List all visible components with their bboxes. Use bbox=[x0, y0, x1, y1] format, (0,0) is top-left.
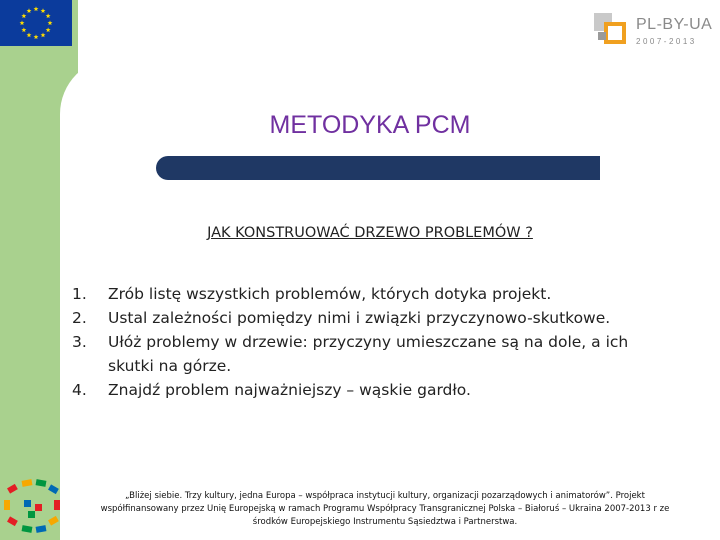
eu-star-icon bbox=[41, 8, 46, 13]
logo-years: 2007-2013 bbox=[636, 37, 697, 46]
step-number: 1. bbox=[72, 285, 87, 303]
step-text: Ustal zależności pomiędzy nimi i związki przyczynowo-skutkowe. bbox=[108, 309, 611, 327]
program-logo-icon bbox=[592, 10, 634, 50]
ring-logo-icon bbox=[2, 478, 66, 538]
logo-text: PL-BY-UA bbox=[636, 16, 713, 33]
step-number: 2. bbox=[72, 309, 87, 327]
steps-list bbox=[72, 282, 672, 402]
step-text: Ułóż problemy w drzewie: przyczyny umieszczane są na dole, a ich skutki na górze. bbox=[108, 333, 629, 375]
eu-star-icon bbox=[41, 33, 46, 38]
eu-star-icon bbox=[46, 27, 51, 32]
list-item bbox=[72, 306, 672, 330]
slide-title: METODYKA PCM bbox=[269, 111, 471, 139]
step-number: 3. bbox=[72, 333, 87, 351]
program-logo bbox=[592, 10, 712, 50]
eu-star-icon bbox=[34, 6, 39, 11]
eu-star-icon bbox=[34, 34, 39, 39]
eu-flag-icon bbox=[0, 0, 72, 46]
list-item bbox=[72, 378, 672, 402]
eu-star-icon bbox=[48, 20, 53, 25]
eu-star-icon bbox=[27, 8, 32, 13]
eu-star-icon bbox=[20, 20, 25, 25]
list-item bbox=[72, 330, 672, 378]
eu-star-icon bbox=[21, 27, 26, 32]
project-footnote: „Bliżej siebie. Trzy kultury, jedna Europa – współpraca instytucji kultury, organizacji pozarządowych i animatorów”. Projekt współfinansowany przez Unię Europejską w ramach Programu Współpracy Transgranicznej Polska – Białoruś – Ukraina 2007-2013 r ze środków Europejskiego Instrumentu Sąsiedztwa i Partnerstwa. bbox=[100, 491, 670, 527]
step-text: Znajdź problem najważniejszy – wąskie gardło. bbox=[108, 381, 471, 399]
step-text: Zrób listę wszystkich problemów, których dotyka projekt. bbox=[108, 285, 552, 303]
slide-subtitle: JAK KONSTRUOWAĆ DRZEWO PROBLEMÓW ? bbox=[207, 225, 533, 241]
step-number: 4. bbox=[72, 381, 87, 399]
eu-star-icon bbox=[46, 13, 51, 18]
eu-star-icon bbox=[27, 33, 32, 38]
title-underline-bar bbox=[156, 156, 600, 180]
eu-star-icon bbox=[21, 13, 26, 18]
list-item bbox=[72, 282, 672, 306]
